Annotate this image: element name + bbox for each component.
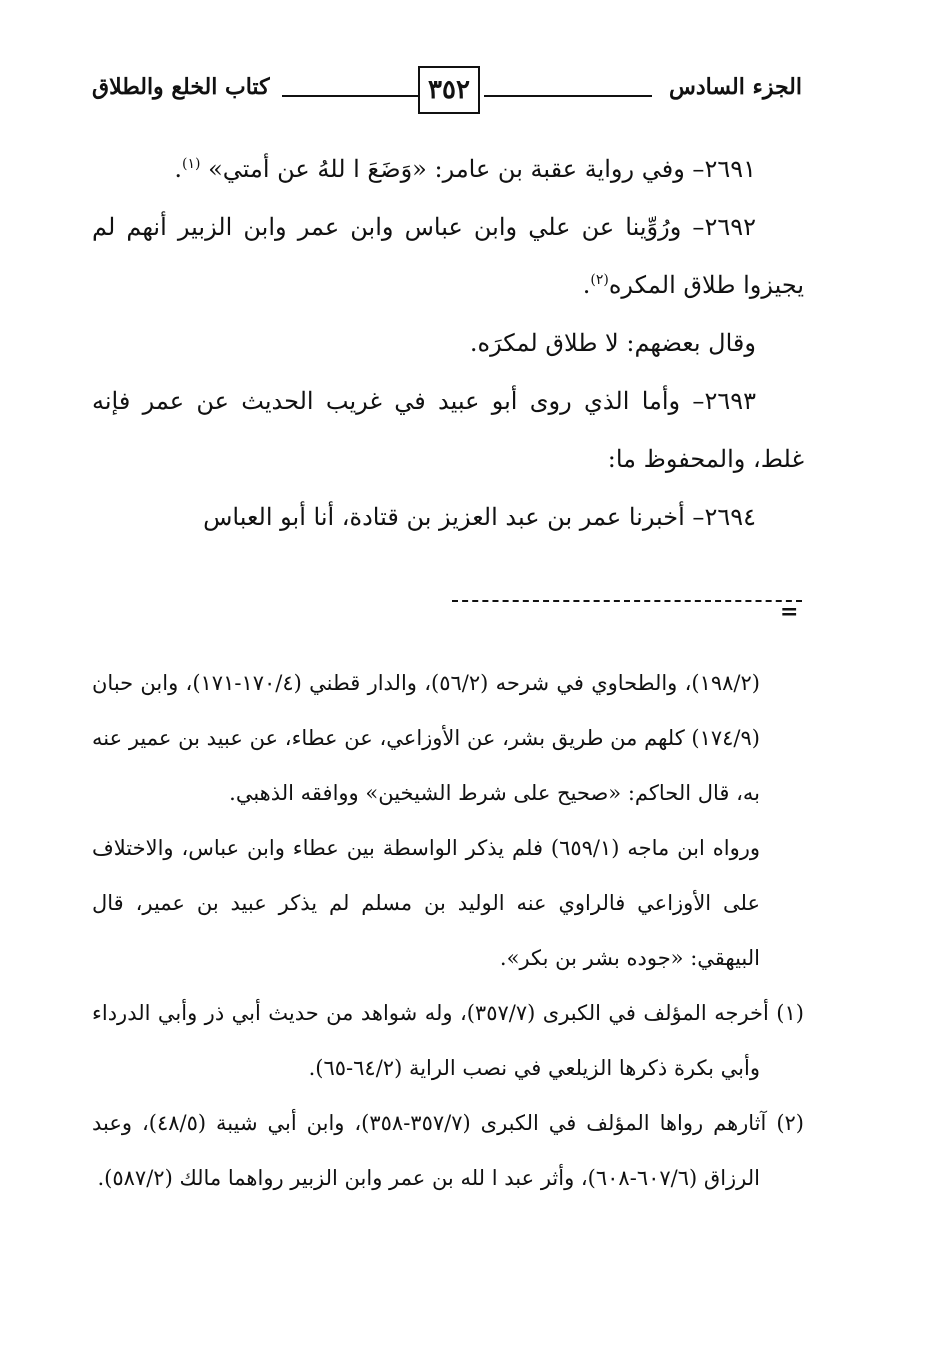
hadith-2692-text: ٢٦٩٢– ورُوِّينا عن علي وابن عباس وابن عمر وابن الزبير أنهم لم يجيزوا طلاق المكره: [92, 213, 804, 299]
book-title: كتاب الخلع والطلاق: [92, 74, 270, 100]
footnote-continuation-1: (١٩٨/٢)، والطحاوي في شرحه (٥٦/٢)، والدار قطني (١٧٠/٤-١٧١)، وابن حبان (١٧٤/٩) كلهم من طريق بشر، عن الأوزاعي، عن عطاء، عن عبيد بن عمير عنه به، قال الحاكم: «صحيح على شرط الشيخين» ووافقه الذهبي.: [92, 671, 760, 805]
hadith-2692: ٢٦٩٢– ورُوِّينا عن علي وابن عباس وابن عمر وابن الزبير أنهم لم يجيزوا طلاق المكره$^{(٢)}$.: [92, 213, 804, 299]
footnote-separator: [452, 600, 802, 602]
footnote-1: (١) أخرجه المؤلف في الكبرى (٣٥٧/٧)، وله شواهد من حديث أبي ذر وأبي الدرداء وأبي بكرة ذكرها الزيلعي في نصب الراية (٦٤/٢-٦٥).: [92, 1001, 804, 1080]
footnote-ref-1: (١): [181, 156, 201, 172]
separator-equals-mark: =: [780, 599, 799, 625]
page-header: [92, 66, 802, 120]
volume-label: الجزء السادس: [669, 74, 802, 100]
hadith-2691-text: ٢٦٩١– وفي رواية عقبة بن عامر: «وَضَعَ ا للهُ عن أمتي»: [208, 155, 756, 183]
footnote-ref-2: (٢): [590, 272, 609, 288]
footnote-2: (٢) آثارهم رواها المؤلف في الكبرى (٣٥٧/٧-٣٥٨)، وابن أبي شيبة (٤٨/٥)، وعبد الرزاق (٦٠٧/٦-٦٠٨)، وأثر عبد ا لله بن عمر وابن الزبير رواهما مالك (٥٨٧/٢).: [92, 1111, 804, 1190]
statement-paragraph: وقال بعضهم: لا طلاق لمكرَه.: [469, 329, 756, 357]
hadith-2691: ٢٦٩١– وفي رواية عقبة بن عامر: «وَضَعَ ا للهُ عن أمتي» $^{(١)}$.: [174, 155, 756, 183]
hadith-2694: ٢٦٩٤– أخبرنا عمر بن عبد العزيز بن قتادة، أنا أبو العباس: [203, 503, 756, 531]
page-number-box: ٣٥٢: [418, 66, 480, 114]
header-rule-left: [282, 95, 418, 97]
main-text: [92, 140, 804, 546]
header-rule-right: [484, 95, 652, 97]
hadith-2693: ٢٦٩٣– وأما الذي روى أبو عبيد في غريب الحديث عن عمر فإنه غلط، والمحفوظ ما:: [92, 387, 804, 473]
footnote-continuation-2: ورواه ابن ماجه (٦٥٩/١) فلم يذكر الواسطة بين عطاء وابن عباس، والاختلاف على الأوزاعي فالراوي عنه الوليد بن مسلم لم يذكر عبيد بن عمير، قال البيهقي: «جوده بشر بن بكر».: [92, 836, 761, 970]
footnotes: [92, 656, 804, 1206]
